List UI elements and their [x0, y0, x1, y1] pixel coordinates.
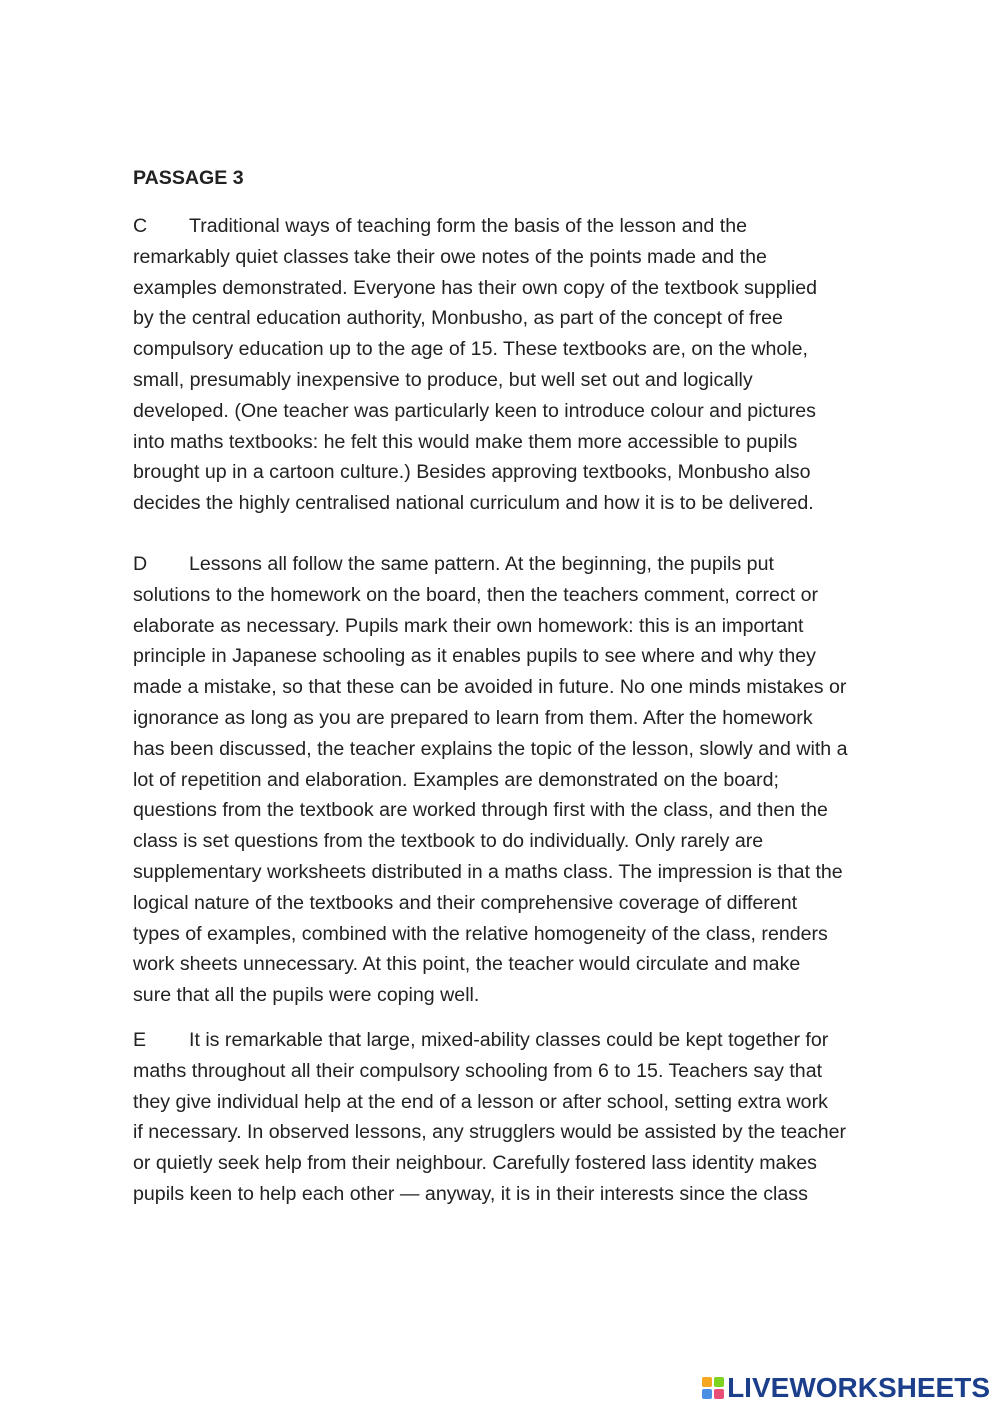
paragraph-letter: D: [133, 553, 148, 575]
paragraph-line: sure that all the pupils were coping well.: [133, 984, 480, 1007]
paragraph-line: made a mistake, so that these can be avoided in future. No one minds mistakes or: [133, 676, 847, 699]
paragraph-line: examples demonstrated. Everyone has their own copy of the textbook supplied: [133, 276, 818, 299]
paragraph-line: decides the highly centralised national curriculum and how it is to be delivered.: [133, 492, 814, 515]
paragraph-line: work sheets unnecessary. At this point, the teacher would circulate and make: [133, 953, 801, 976]
passage-title: PASSAGE 3: [133, 167, 244, 189]
paragraph-line: has been discussed, the teacher explains the topic of the lesson, slowly and with a: [133, 737, 848, 760]
paragraph-line: class is set questions from the textbook to do individually. Only rarely are: [133, 830, 764, 853]
paragraph-line: lot of repetition and elaboration. Examples are demonstrated on the board;: [133, 768, 779, 791]
paragraph-line: small, presumably inexpensive to produce, but well set out and logically: [133, 368, 753, 391]
paragraph-line: D Lessons all follow the same pattern. At the beginning, the pupils put: [133, 549, 873, 580]
paragraph-line: principle in Japanese schooling as it enables pupils to see where and why they: [133, 645, 816, 668]
paragraph-line: pupils keen to help each other — anyway, it is in their interests since the class: [133, 1182, 808, 1205]
paragraph-line: C Traditional ways of teaching form the basis of the lesson and the: [133, 211, 873, 242]
liveworksheets-logo-icon: [702, 1377, 724, 1399]
paragraph-line: types of examples, combined with the relative homogeneity of the class, renders: [133, 922, 828, 945]
paragraph-letter: C: [133, 215, 148, 237]
paragraph-line: they give individual help at the end of a lesson or after school, setting extra work: [133, 1090, 828, 1113]
paragraph-line: remarkably quiet classes take their owe notes of the points made and the: [133, 245, 767, 268]
paragraph-line: elaborate as necessary. Pupils mark their own homework: this is an important: [133, 614, 804, 637]
paragraph-line: brought up in a cartoon culture.) Besides approving textbooks, Monbusho also: [133, 461, 811, 484]
paragraph-line: into maths textbooks: he felt this would make them more accessible to pupils: [133, 430, 798, 453]
paragraph-line: developed. (One teacher was particularly keen to introduce colour and pictures: [133, 399, 816, 422]
paragraph-line: logical nature of the textbooks and their comprehensive coverage of different: [133, 891, 798, 914]
paragraph-line: supplementary worksheets distributed in a maths class. The impression is that the: [133, 860, 843, 883]
paragraph-line: solutions to the homework on the board, then the teachers comment, correct or: [133, 583, 819, 606]
paragraph-letter: E: [133, 1029, 147, 1051]
paragraph-line: if necessary. In observed lessons, any strugglers would be assisted by the teacher: [133, 1121, 847, 1144]
paragraph-e: [133, 1025, 873, 1210]
document-body: [133, 165, 873, 1205]
paragraph-line: ignorance as long as you are prepared to learn from them. After the homework: [133, 706, 813, 729]
paragraph-d: [133, 549, 873, 1011]
paragraph-line: compulsory education up to the age of 15. These textbooks are, on the whole,: [133, 338, 808, 361]
paragraph-line: E It is remarkable that large, mixed-ability classes could be kept together for: [133, 1025, 873, 1056]
paragraph-line: maths throughout all their compulsory schooling from 6 to 15. Teachers say that: [133, 1059, 823, 1082]
liveworksheets-logo-text: LIVEWORKSHEETS: [727, 1372, 990, 1403]
paragraph-line: by the central education authority, Monbusho, as part of the concept of free: [133, 307, 783, 330]
paragraph-line: questions from the textbook are worked through first with the class, and then the: [133, 799, 828, 822]
liveworksheets-logo[interactable]: [702, 1373, 990, 1403]
paragraph-line: or quietly seek help from their neighbour. Carefully fostered lass identity makes: [133, 1152, 817, 1175]
paragraph-c: [133, 211, 873, 519]
